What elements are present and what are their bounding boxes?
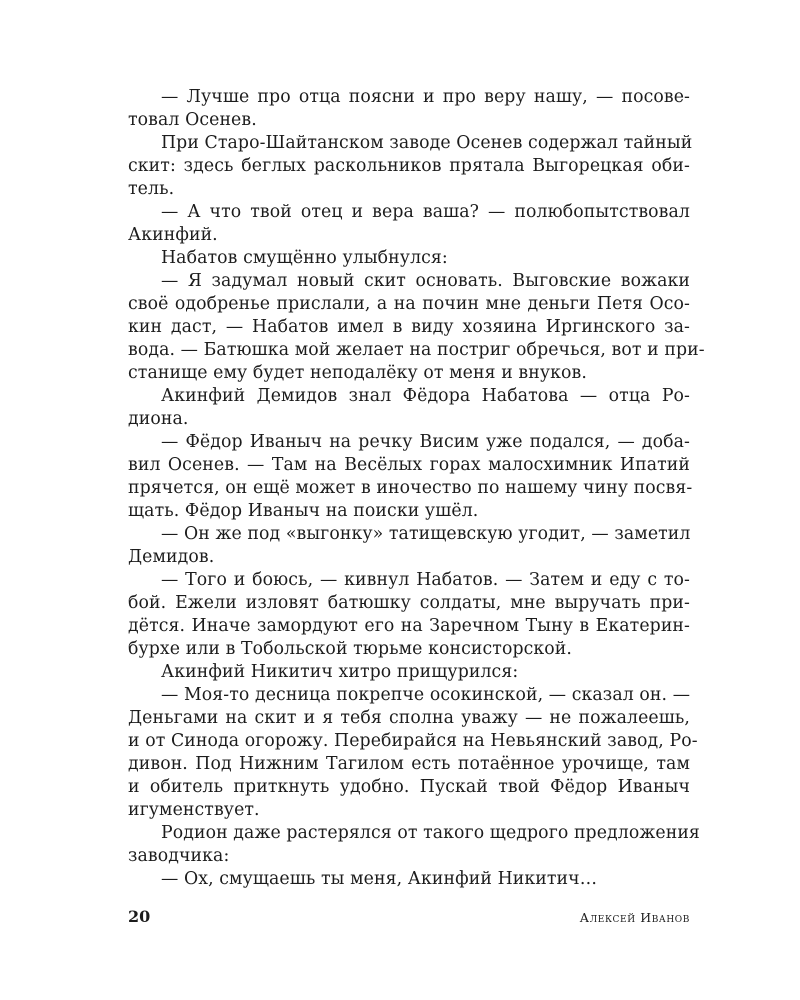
text-line: и от Синода огорожу. Перебирайся на Невьянский завод, Ро- [128, 731, 698, 751]
text-line: — Фёдор Иваныч на речку Висим уже подался, — доба- [161, 432, 690, 452]
text-line: станище ему будет неподалёку от меня и внуков. [128, 363, 587, 383]
text-line: дивон. Под Нижним Тагилом есть потаённое урочище, там [128, 754, 690, 774]
text-line: — Он же под «выгонку» татищевскую угодит, — заметил [161, 524, 691, 544]
text-line: игуменствует. [128, 800, 260, 820]
text-line: заводчика: [128, 846, 230, 866]
text-line: Демидов. [128, 547, 215, 567]
text-line: своё одобренье прислали, а на почин мне деньги Петя Осо- [128, 294, 690, 314]
text-line: дётся. Иначе замордуют его на Заречном Тыну в Екатерин- [128, 616, 690, 636]
page-number: 20 [128, 907, 151, 926]
text-line: — Того и боюсь, — кивнул Набатов. — Затем и еду с то- [161, 570, 690, 590]
text-line: и обитель приткнуть удобно. Пускай твой Фёдор Иваныч [128, 777, 690, 797]
text-line: — Я задумал новый скит основать. Выговские вожаки [161, 271, 690, 291]
text-line: прячется, он ещё может в иночество по нашему чину посвя- [128, 478, 693, 498]
text-line: Набатов смущённо улыбнулся: [161, 248, 448, 268]
text-line: диона. [128, 409, 189, 429]
text-line: бой. Ежели изловят батюшку солдаты, мне выручать при- [128, 593, 690, 613]
text-line: Акинфий Демидов знал Фёдора Набатова — отца Ро- [161, 386, 690, 406]
text-line: — Моя-то десница покрепче осокинской, — сказал он. — [161, 685, 691, 705]
text-line: скит: здесь беглых раскольников прятала Выгорецкая оби- [128, 156, 690, 176]
text-line: товал Осенев. [128, 110, 257, 130]
text-line: бурхе или в Тобольской тюрьме консисторской. [128, 639, 573, 659]
text-line: щать. Фёдор Иваныч на поиски ушёл. [128, 501, 479, 521]
body-text [128, 86, 705, 891]
text-line: — А что твой отец и вера ваша? — полюбопытствовал [161, 202, 690, 222]
text-line: вода. — Батюшка мой желает на постриг обречься, вот и при- [128, 340, 705, 360]
text-line: Акинфий Никитич хитро прищурился: [161, 662, 519, 682]
text-line: Родион даже растерялся от такого щедрого предложения [161, 823, 700, 843]
text-line: тель. [128, 179, 175, 199]
text-line: При Старо-Шайтанском заводе Осенев содержал тайный [161, 133, 693, 153]
running-footer-author: Алексей Иванов [579, 910, 690, 925]
text-line: — Ох, смущаешь ты меня, Акинфий Никитич… [161, 869, 598, 889]
text-line: — Лучше про отца поясни и про веру нашу, — посове- [161, 87, 690, 107]
text-line: вил Осенев. — Там на Весёлых горах малосхимник Ипатий [128, 455, 690, 475]
text-line: кин даст, — Набатов имел в виду хозяина Иргинского за- [128, 317, 690, 337]
text-line: Акинфий. [128, 225, 218, 245]
text-line: Деньгами на скит и я тебя сполна уважу — не пожалеешь, [128, 708, 690, 728]
